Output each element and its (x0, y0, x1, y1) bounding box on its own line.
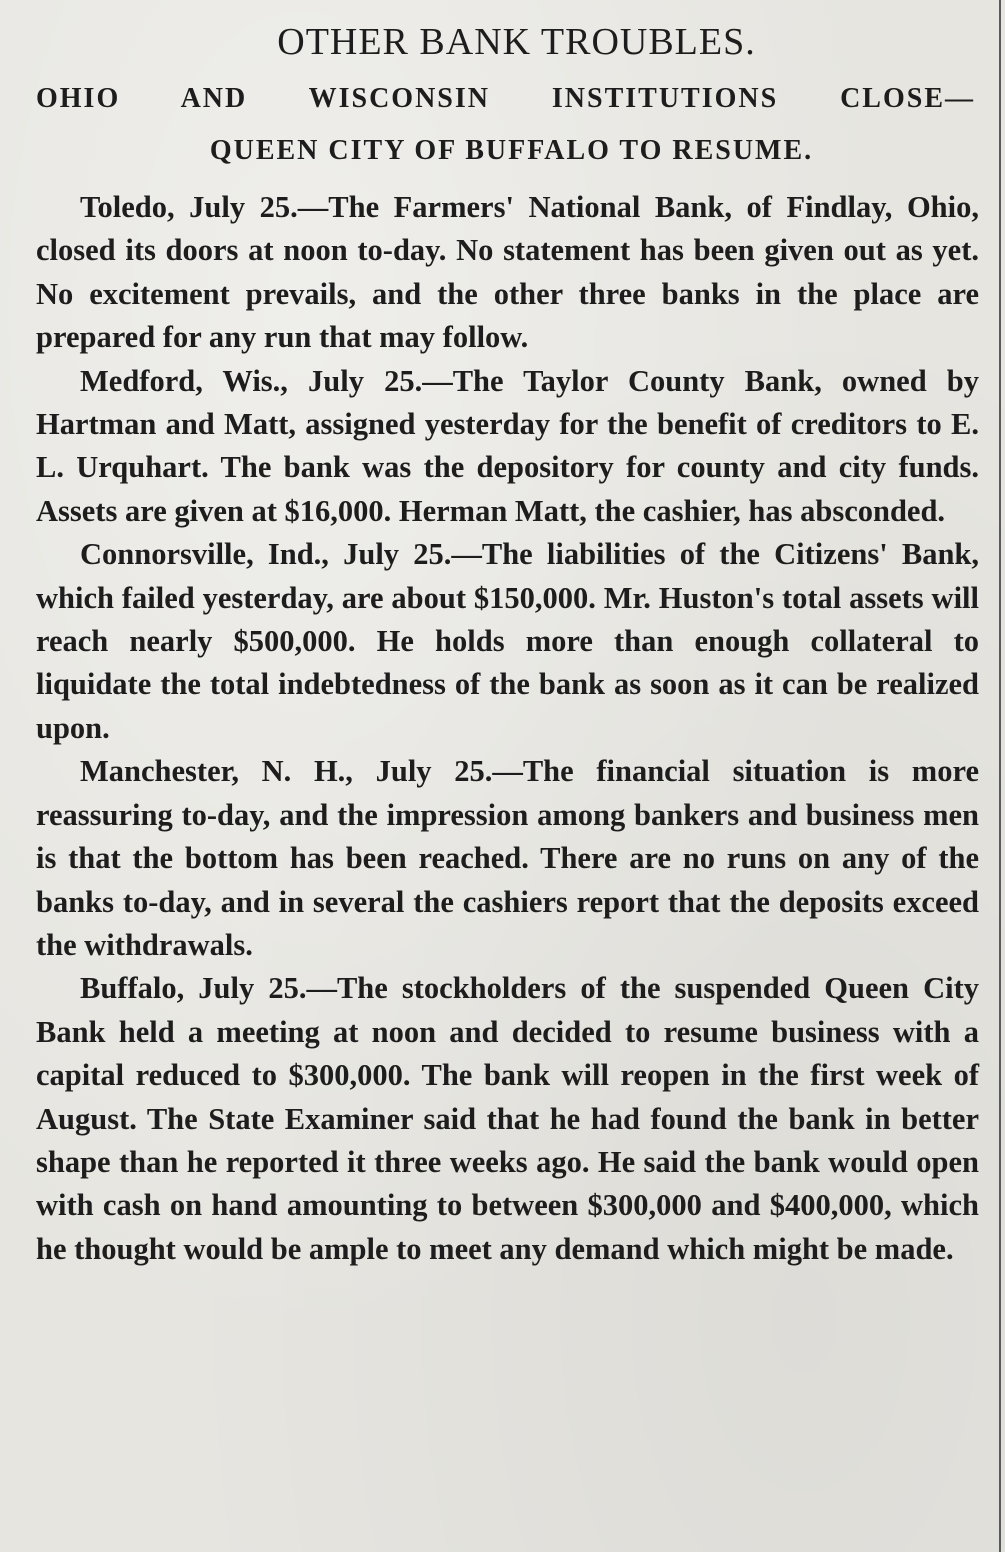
subheadline-line-1: OHIO AND WISCONSIN INSTITUTIONS CLOSE— (36, 83, 975, 114)
article-subheadline (36, 74, 987, 176)
paragraph-buffalo: Buffalo, July 25.—The stockholders of the suspended Queen City Bank held a meeting at noon and decided to resume business with a capital reduced to $300,000. The bank will reopen in the first week of August. The State Examiner said that he had found the bank in better shape than he reported it three weeks ago. He said the bank would open with cash on hand amounting to between $300,000 and $400,000, which he thought would be ample to meet any demand which might be made. (36, 971, 979, 1266)
paragraph-toledo: Toledo, July 25.—The Farmers' National Bank, of Findlay, Ohio, closed its doors at noon to-day. No statement has been given out as yet. No excitement prevails, and the other three banks in the place are prepared for any run that may follow. (36, 190, 979, 355)
subheadline-line-2: QUEEN CITY OF BUFFALO TO RESUME. (209, 135, 814, 166)
paragraph-medford: Medford, Wis., July 25.—The Taylor County Bank, owned by Hartman and Matt, assigned yesterday for the benefit of creditors to E. L. Urquhart. The bank was the depository for county and city funds. Assets are given at $16,000. Herman Matt, the cashier, has absconded. (36, 363, 979, 528)
paragraph-connorsville: Connorsville, Ind., July 25.—The liabilities of the Citizens' Bank, which failed yesterday, are about $150,000. Mr. Huston's total assets will reach nearly $500,000. He holds more than enough collateral to liquidate the total indebtedness of the bank as soon as it can be realized upon. (36, 537, 979, 745)
article-headline: OTHER BANK TROUBLES. (277, 21, 756, 63)
paragraph-manchester: Manchester, N. H., July 25.—The financial situation is more reassuring to-day, and the impression among bankers and business men is that the bottom has been reached. There are no runs on any of the banks to-day, and in several the cashiers report that the deposits exceed the withdrawals. (36, 754, 979, 962)
article-body (36, 186, 987, 1271)
column-rule (999, 0, 1001, 1552)
